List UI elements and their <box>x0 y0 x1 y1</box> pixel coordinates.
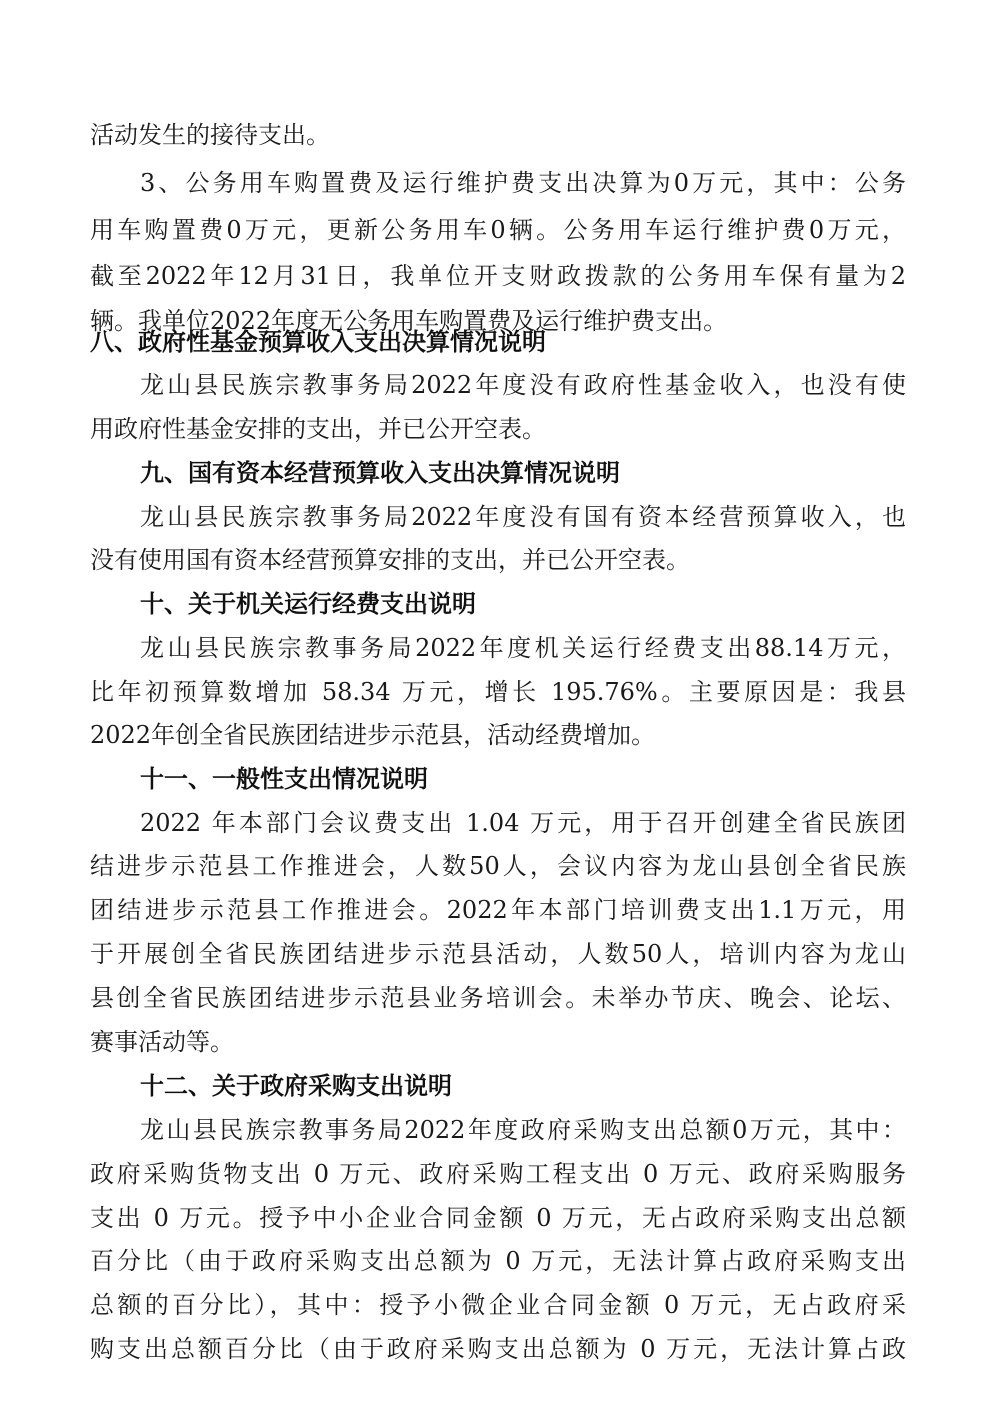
text-line: 截至2022年12月31日，我单位开支财政拨款的公务用车保有量为2 <box>90 262 906 290</box>
section-heading-10: 十、关于机关运行经费支出说明 <box>140 590 476 618</box>
text-line: 活动发生的接待支出。 <box>90 121 330 149</box>
section-heading-11: 十一、一般性支出情况说明 <box>140 765 428 793</box>
text-line: 龙山县民族宗教事务局2022年度政府采购支出总额0万元，其中： <box>140 1116 906 1144</box>
text-line: 县创全省民族团结进步示范县业务培训会。未举办节庆、晚会、论坛、 <box>90 984 906 1012</box>
text-line: 总额的百分比），其中：授予小微企业合同金额 0 万元，无占政府采 <box>90 1291 906 1319</box>
text-line: 辆。我单位2022年度无公务用车购置费及运行维护费支出。 <box>90 307 728 335</box>
text-line: 百分比（由于政府采购支出总额为 0 万元，无法计算占政府采购支出 <box>90 1247 906 1275</box>
text-line: 购支出总额百分比（由于政府采购支出总额为 0 万元，无法计算占政 <box>90 1335 906 1363</box>
text-line: 政府采购货物支出 0 万元、政府采购工程支出 0 万元、政府采购服务 <box>90 1160 906 1188</box>
text-line: 龙山县民族宗教事务局2022年度机关运行经费支出88.14万元， <box>140 634 906 662</box>
text-line: 2022年创全省民族团结进步示范县，活动经费增加。 <box>90 721 656 749</box>
section-heading-8: 八、政府性基金预算收入支出决算情况说明 <box>90 328 546 356</box>
section-heading-12: 十二、关于政府采购支出说明 <box>140 1072 452 1100</box>
text-line: 团结进步示范县工作推进会。2022年本部门培训费支出1.1万元，用 <box>90 896 906 924</box>
text-line: 龙山县民族宗教事务局2022年度没有政府性基金收入，也没有使 <box>140 371 906 399</box>
text-line: 用政府性基金安排的支出，并已公开空表。 <box>90 415 546 443</box>
text-line: 没有使用国有资本经营预算安排的支出，并已公开空表。 <box>90 546 690 574</box>
text-line: 龙山县民族宗教事务局2022年度没有国有资本经营预算收入，也 <box>140 503 906 531</box>
text-line: 赛事活动等。 <box>90 1028 234 1056</box>
text-line: 支出 0 万元。授予中小企业合同金额 0 万元，无占政府采购支出总额 <box>90 1204 906 1232</box>
text-line: 3、公务用车购置费及运行维护费支出决算为0万元，其中：公务 <box>140 169 906 197</box>
text-line: 2022 年本部门会议费支出 1.04 万元，用于召开创建全省民族团 <box>140 809 906 837</box>
text-line: 结进步示范县工作推进会，人数50人，会议内容为龙山县创全省民族 <box>90 852 906 880</box>
text-line: 用车购置费0万元，更新公务用车0辆。公务用车运行维护费0万元， <box>90 216 906 244</box>
text-line: 于开展创全省民族团结进步示范县活动，人数50人，培训内容为龙山 <box>90 940 906 968</box>
section-heading-9: 九、国有资本经营预算收入支出决算情况说明 <box>140 459 620 487</box>
text-line: 比年初预算数增加 58.34 万元，增长 195.76%。主要原因是：我县 <box>90 678 906 706</box>
